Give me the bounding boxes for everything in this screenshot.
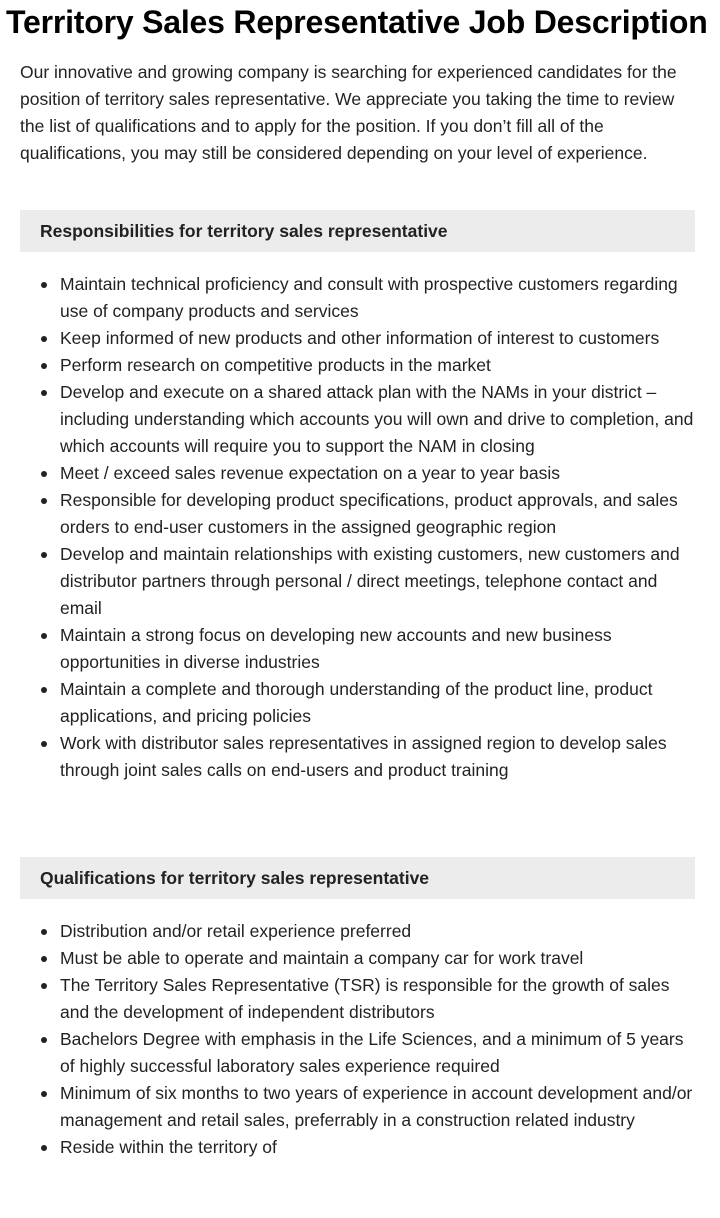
list-item: The Territory Sales Representative (TSR) is responsible for the growth of sales and the development of independent distributors xyxy=(60,972,696,1026)
list-item: Keep informed of new products and other information of interest to customers xyxy=(60,325,696,352)
list-item: Maintain technical proficiency and consult with prospective customers regarding use of company products and services xyxy=(60,271,696,325)
list-item: Responsible for developing product specifications, product approvals, and sales orders to end-user customers in the assigned geographic region xyxy=(60,487,696,541)
list-item: Maintain a strong focus on developing new accounts and new business opportunities in diverse industries xyxy=(60,622,696,676)
responsibilities-heading: Responsibilities for territory sales representative xyxy=(20,210,695,252)
list-item: Bachelors Degree with emphasis in the Life Sciences, and a minimum of 5 years of highly successful laboratory sales experience required xyxy=(60,1026,696,1080)
list-item: Minimum of six months to two years of experience in account development and/or management and retail sales, preferrably in a construction related industry xyxy=(60,1080,696,1134)
list-item: Maintain a complete and thorough understanding of the product line, product applications, and pricing policies xyxy=(60,676,696,730)
intro-paragraph: Our innovative and growing company is searching for experienced candidates for the position of territory sales representative. We appreciate you taking the time to review the list of qualifications and to apply for the position. If you don’t fill all of the qualifications, you may still be considered depending on your level of experience. xyxy=(20,62,677,163)
page-title: Territory Sales Representative Job Description xyxy=(6,4,708,40)
list-item: Meet / exceed sales revenue expectation on a year to year basis xyxy=(60,460,696,487)
list-item: Develop and execute on a shared attack plan with the NAMs in your district – including understanding which accounts you will own and drive to completion, and which accounts will require you to support the NAM in closing xyxy=(60,379,696,460)
responsibilities-list xyxy=(20,271,696,784)
list-item: Work with distributor sales representatives in assigned region to develop sales through joint sales calls on end-users and product training xyxy=(60,730,696,784)
list-item: Distribution and/or retail experience preferred xyxy=(60,918,696,945)
qualifications-heading: Qualifications for territory sales representative xyxy=(20,857,695,899)
qualifications-list xyxy=(20,918,696,1161)
list-item: Reside within the territory of xyxy=(60,1134,696,1161)
list-item: Develop and maintain relationships with existing customers, new customers and distributor partners through personal / direct meetings, telephone contact and email xyxy=(60,541,696,622)
list-item: Must be able to operate and maintain a company car for work travel xyxy=(60,945,696,972)
list-item: Perform research on competitive products in the market xyxy=(60,352,696,379)
